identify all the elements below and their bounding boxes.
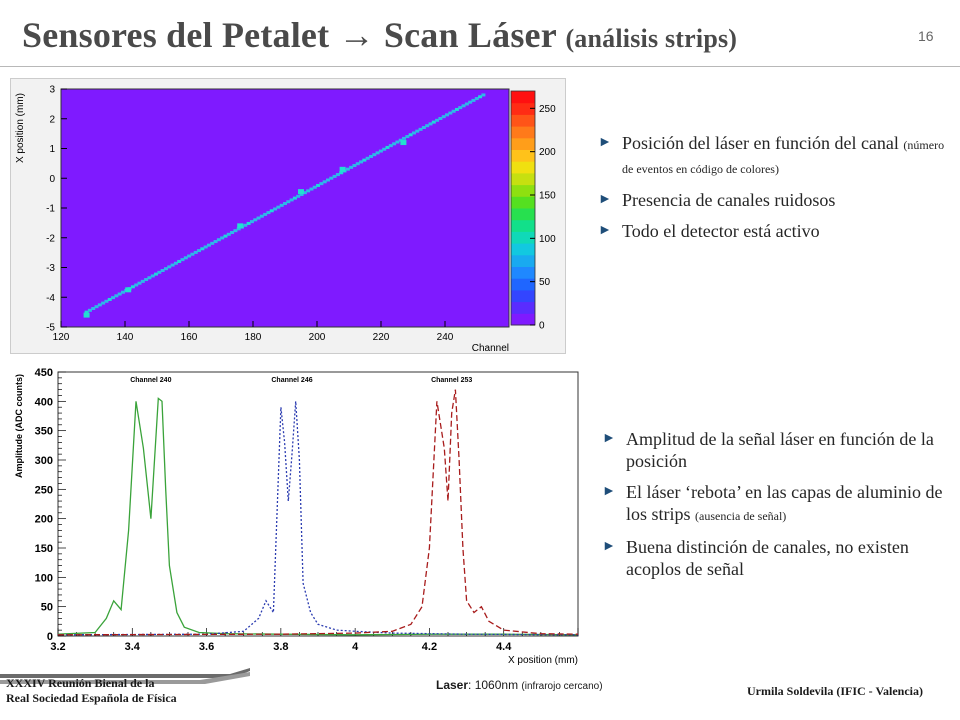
bullet-text: Posición del láser en función del canal bbox=[622, 133, 899, 153]
bullet-item bbox=[596, 220, 956, 242]
x-axis-label: Channel bbox=[471, 343, 509, 353]
bullet-arrow-icon: ► bbox=[602, 484, 616, 499]
page-number: 16 bbox=[918, 28, 934, 44]
bullet-text: Amplitud de la señal láser en función de la posición bbox=[626, 429, 934, 471]
x-tick-label: 140 bbox=[116, 332, 134, 343]
heatmap-hotspot bbox=[237, 223, 243, 228]
colorbar-tick-label: 100 bbox=[539, 233, 556, 245]
x-tick-label: 240 bbox=[436, 332, 454, 343]
series-label: Channel 246 bbox=[271, 377, 313, 384]
bullet-text: Presencia de canales ruidosos bbox=[622, 190, 836, 210]
y-tick-label: 50 bbox=[40, 601, 53, 614]
title-divider bbox=[0, 66, 960, 67]
bullet-text: Buena distinción de canales, no existen acoplos de señal bbox=[626, 537, 909, 579]
y-tick-label: 0 bbox=[46, 631, 53, 643]
series-label: Channel 253 bbox=[431, 377, 473, 384]
x-tick-label: 120 bbox=[52, 332, 70, 343]
footer-laser-value: : 1060nm bbox=[468, 678, 519, 692]
y-tick-label: -5 bbox=[46, 322, 55, 334]
bullet-list-bottom bbox=[600, 428, 952, 589]
colorbar-segment bbox=[511, 138, 535, 150]
colorbar-segment bbox=[511, 313, 535, 325]
y-tick-label: 1 bbox=[49, 144, 55, 155]
colorbar-segment bbox=[511, 173, 535, 185]
footer-conference-line1: XXXIV Reunión Bienal de la bbox=[6, 676, 155, 690]
footer-laser-label: Laser bbox=[436, 678, 469, 692]
bullet-note: (número de eventos en código de colores) bbox=[622, 138, 945, 176]
y-tick-label: 300 bbox=[34, 455, 53, 467]
y-axis-label: Amplitude (ADC counts) bbox=[14, 374, 24, 478]
x-tick-label: 3.8 bbox=[273, 641, 289, 653]
bullet-arrow-icon: ► bbox=[598, 135, 612, 150]
colorbar-segment bbox=[511, 91, 535, 103]
footer-conference bbox=[6, 676, 177, 706]
colorbar-segment bbox=[511, 267, 535, 279]
colorbar-segment bbox=[511, 196, 535, 208]
y-tick-label: -2 bbox=[46, 233, 55, 245]
bullet-item bbox=[596, 132, 956, 180]
colorbar-segment bbox=[511, 114, 535, 126]
x-tick-label: 3.6 bbox=[198, 641, 215, 653]
title-arrow-icon: → bbox=[338, 15, 375, 55]
x-tick-label: 4 bbox=[352, 641, 359, 653]
y-tick-label: 2 bbox=[49, 114, 55, 126]
bullet-arrow-icon: ► bbox=[602, 539, 616, 554]
colorbar-segment bbox=[511, 161, 535, 173]
heatmap-chart bbox=[11, 79, 565, 353]
x-tick-label: 160 bbox=[180, 332, 198, 343]
heatmap-hotspot bbox=[125, 287, 131, 292]
amplitude-chart bbox=[10, 358, 582, 668]
title-rest: Scan Láser bbox=[383, 15, 557, 55]
heatmap-panel bbox=[10, 78, 566, 354]
heatmap-cell bbox=[481, 93, 485, 96]
footer-author: Urmila Soldevila (IFIC - Valencia) bbox=[747, 684, 923, 698]
bullet-note: (ausencia de señal) bbox=[695, 509, 787, 523]
footer-laser bbox=[436, 678, 603, 692]
x-tick-label: 4.4 bbox=[496, 641, 512, 653]
colorbar-segment bbox=[511, 126, 535, 138]
bullet-text: El láser ‘rebota’ en las capas de aluminio de los strips bbox=[626, 482, 943, 524]
bullet-text: Todo el detector está activo bbox=[622, 221, 820, 241]
footer-laser-note: (infrarojo cercano) bbox=[521, 681, 603, 692]
title-main: Sensores del Petalet bbox=[22, 15, 330, 55]
colorbar-tick-label: 200 bbox=[539, 147, 556, 159]
y-tick-label: 150 bbox=[34, 543, 53, 555]
heatmap-hotspot bbox=[84, 313, 90, 318]
colorbar-segment bbox=[511, 255, 535, 267]
colorbar-tick-label: 150 bbox=[539, 190, 556, 202]
y-tick-label: 450 bbox=[34, 367, 53, 379]
bullet-arrow-icon: ► bbox=[598, 192, 612, 207]
y-tick-label: -1 bbox=[46, 203, 55, 215]
y-tick-label: 3 bbox=[49, 84, 55, 96]
x-tick-label: 220 bbox=[372, 332, 390, 343]
y-tick-label: 350 bbox=[34, 425, 53, 438]
y-tick-label: 0 bbox=[49, 173, 55, 185]
colorbar-segment bbox=[511, 302, 535, 314]
x-tick-label: 4.2 bbox=[421, 641, 438, 653]
heatmap-hotspot bbox=[298, 189, 304, 194]
bullet-list-top bbox=[596, 132, 956, 251]
bullet-item bbox=[600, 536, 952, 580]
y-tick-label: 400 bbox=[34, 396, 53, 409]
colorbar-segment bbox=[511, 220, 535, 232]
series-label: Channel 240 bbox=[130, 377, 172, 384]
footer-conference-line2: Real Sociedad Española de Física bbox=[6, 691, 177, 705]
bullet-arrow-icon: ► bbox=[598, 223, 612, 238]
x-axis-label: X position (mm) bbox=[507, 655, 578, 666]
colorbar-tick-label: 0 bbox=[539, 320, 545, 332]
y-tick-label: 200 bbox=[34, 513, 53, 526]
bullet-arrow-icon: ► bbox=[602, 431, 616, 446]
colorbar-segment bbox=[511, 231, 535, 243]
y-tick-label: -3 bbox=[46, 263, 55, 274]
colorbar-tick-label: 250 bbox=[539, 103, 556, 115]
y-tick-label: 250 bbox=[34, 484, 53, 497]
x-tick-label: 3.2 bbox=[50, 641, 66, 653]
amplitude-panel bbox=[10, 358, 582, 668]
y-tick-label: 100 bbox=[34, 572, 53, 585]
colorbar-segment bbox=[511, 243, 535, 255]
x-tick-label: 3.4 bbox=[124, 641, 140, 653]
colorbar-segment bbox=[511, 290, 535, 302]
colorbar-tick-label: 50 bbox=[539, 277, 551, 289]
y-axis-label: X position (mm) bbox=[15, 93, 26, 164]
x-tick-label: 200 bbox=[308, 332, 326, 343]
heatmap-hotspot bbox=[340, 167, 346, 172]
y-tick-label: -4 bbox=[46, 292, 55, 304]
heatmap-hotspot bbox=[400, 140, 406, 145]
title-sub: (análisis strips) bbox=[565, 24, 738, 53]
colorbar-segment bbox=[511, 278, 535, 290]
x-tick-label: 180 bbox=[244, 332, 262, 343]
bullet-item bbox=[596, 189, 956, 211]
bullet-item bbox=[600, 428, 952, 472]
colorbar-segment bbox=[511, 208, 535, 220]
slide-title bbox=[22, 14, 737, 56]
bullet-item bbox=[600, 481, 952, 527]
